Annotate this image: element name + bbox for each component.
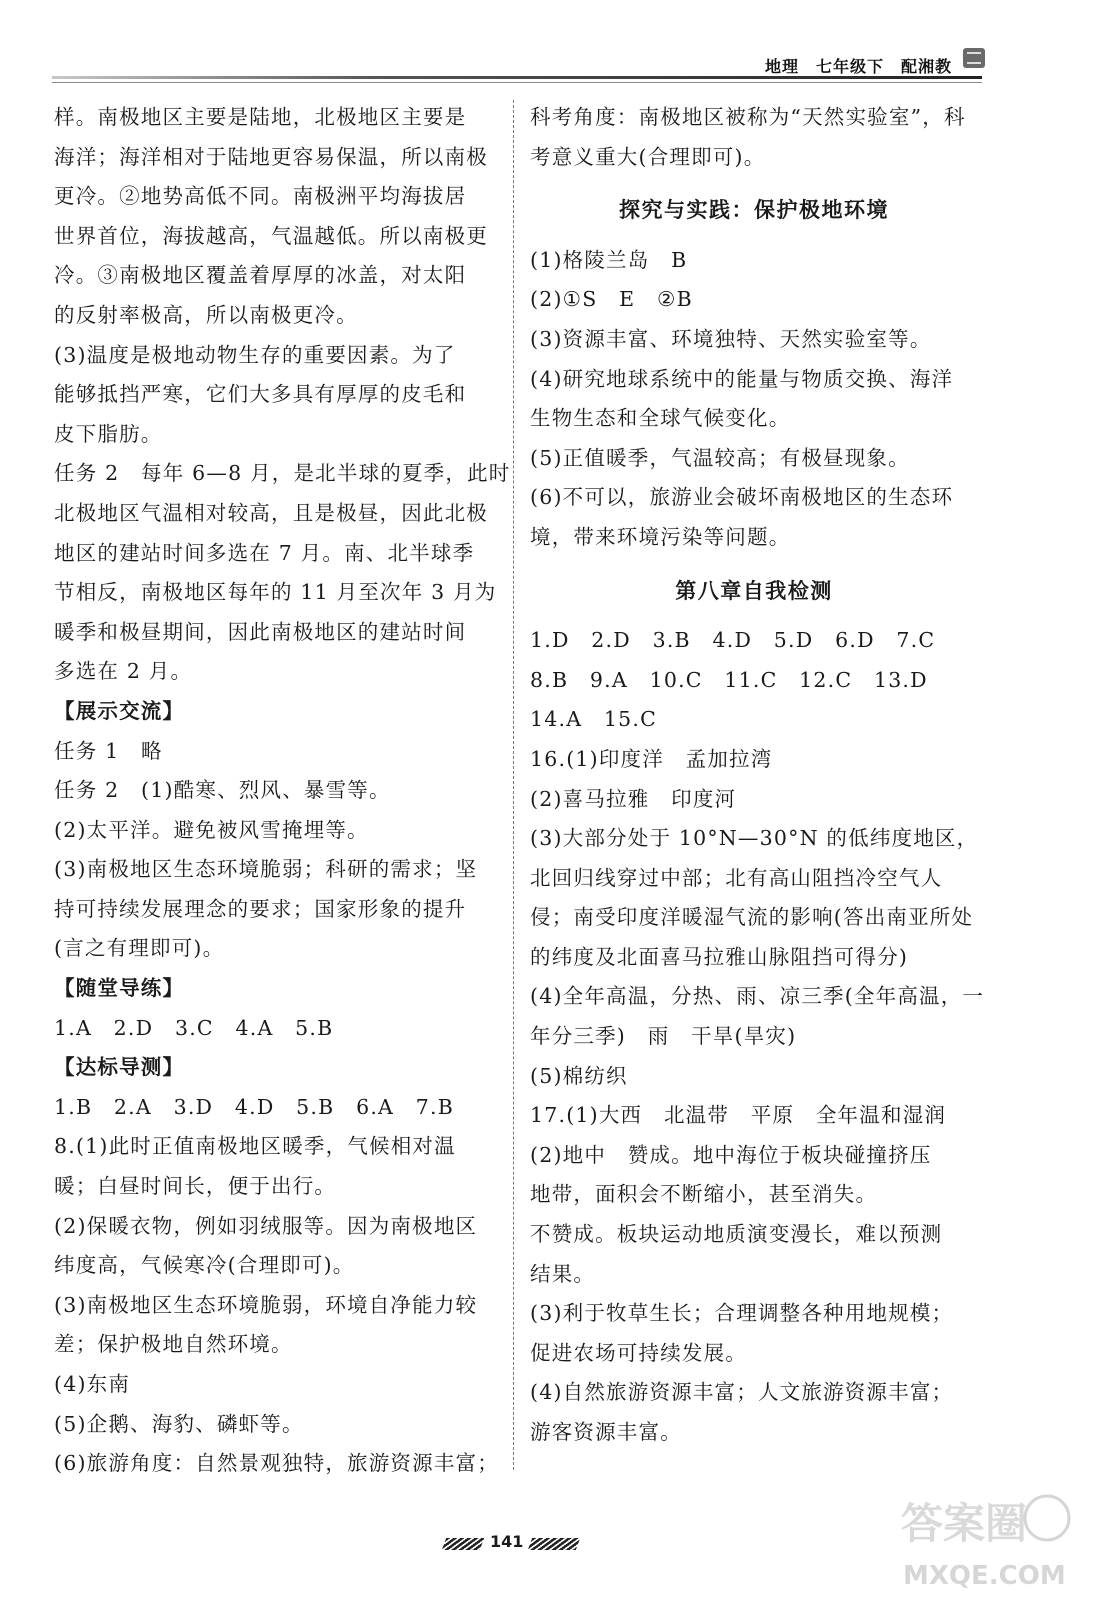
- rightB-line: (2)①S E ②B: [530, 287, 693, 312]
- leftCol-line: 节相反，南极地区每年的 11 月至次年 3 月为: [54, 580, 497, 605]
- section-title-polar: 探究与实践：保护极地环境: [619, 198, 889, 223]
- right-column: [530, 98, 985, 1453]
- rightA-line: 科考角度：南极地区被称为“天然实验室”，科: [530, 105, 966, 129]
- leftCol-line: 能够抵挡严寒，它们大多具有厚厚的皮毛和: [54, 382, 467, 407]
- watermark-logo: [895, 1488, 1075, 1594]
- watermark-text-bottom: MXQE.COM: [903, 1561, 1066, 1591]
- leftCol-line: (2)太平洋。避免被风雪掩埋等。: [54, 817, 369, 842]
- leftCol-line: 【展示交流】: [54, 698, 185, 723]
- leftCol-line: 更冷。②地势高低不同。南极洲平均海拔居: [54, 184, 467, 209]
- leftCol-line: 样。南极地区主要是陆地，北极地区主要是: [54, 105, 467, 129]
- page-number: 141: [490, 1532, 524, 1551]
- rightC-line: 游客资源丰富。: [530, 1420, 682, 1444]
- rightC-line: 北回归线穿过中部；北有高山阻挡冷空气人: [530, 865, 943, 890]
- rightC-line: (3)利于牧草生长；合理调整各种用地规模；: [530, 1301, 954, 1326]
- rightB-line: 生物生态和全球气候变化。: [530, 406, 791, 431]
- rightB-line: (6)不可以，旅游业会破坏南极地区的生态环: [530, 485, 954, 510]
- rightB-line: 境，带来环境污染等问题。: [530, 524, 791, 549]
- leftCol-line: (3)温度是极地动物生存的重要因素。为了: [54, 342, 456, 367]
- leftCol-line: 1.A 2.D 3.C 4.A 5.B: [54, 1015, 334, 1040]
- leftCol-line: 任务 2 每年 6—8 月，是北半球的夏季，此时: [54, 461, 511, 486]
- right-block-c: [530, 621, 985, 1452]
- rightB-line: (1)格陵兰岛 B: [530, 247, 688, 272]
- column-divider: [513, 100, 514, 1470]
- rightB-line: (5)正值暖季，气温较高；有极昼现象。: [530, 445, 910, 470]
- leftCol-line: 北极地区气温相对较高，且是极昼，因此北极: [54, 500, 488, 525]
- leftCol-line: (5)企鹅、海豹、磷虾等。: [54, 1411, 304, 1436]
- rightC-line: 不赞成。板块运动地质演变漫长，难以预测: [530, 1222, 943, 1247]
- rightC-line: (5)棉纺织: [530, 1063, 628, 1088]
- leftCol-line: (2)保暖衣物，例如羽绒服等。因为南极地区: [54, 1213, 478, 1238]
- leftCol-line: 8.(1)此时正值南极地区暖季，气候相对温: [54, 1134, 456, 1159]
- footer-deco-left: [442, 1538, 484, 1550]
- rightB-line: (3)资源丰富、环境独特、天然实验室等。: [530, 326, 932, 351]
- rightC-line: 16.(1)印度洋 孟加拉湾: [530, 746, 773, 771]
- rightC-line: (3)大部分处于 10°N—30°N 的低纬度地区，: [530, 826, 979, 851]
- rightC-line: 地带，面积会不断缩小，甚至消失。: [530, 1182, 878, 1207]
- leftCol-line: 任务 1 略: [54, 738, 163, 763]
- rightB-line: (4)研究地球系统中的能量与物质交换、海洋: [530, 366, 954, 391]
- watermark-text-top: 答案圈: [901, 1499, 1028, 1548]
- rightC-line: (4)全年高温，分热、雨、凉三季(全年高温，一: [530, 984, 985, 1009]
- leftCol-line: 皮下脂肪。: [54, 421, 163, 446]
- header-rule-thin: [52, 82, 982, 83]
- right-block-b: [530, 241, 978, 558]
- leftCol-line: (3)南极地区生态环境脆弱；科研的需求；坚: [54, 857, 478, 882]
- leftCol-line: 多选在 2 月。: [54, 659, 193, 684]
- footer-deco-right: [528, 1538, 580, 1550]
- leftCol-line: (言之有理即可)。: [54, 936, 225, 961]
- rightC-line: 结果。: [530, 1261, 596, 1286]
- section-title-chapter8: 第八章自我检测: [675, 578, 833, 603]
- leftCol-line: 任务 2 (1)酷寒、烈风、暴雪等。: [54, 778, 391, 803]
- book-icon: [963, 48, 985, 68]
- leftCol-line: 纬度高，气候寒冷(合理即可)。: [54, 1253, 355, 1278]
- rightC-line: 14.A 15.C: [530, 707, 657, 732]
- leftCol-line: 1.B 2.A 3.D 4.D 5.B 6.A 7.B: [54, 1094, 454, 1119]
- leftCol-line: 海洋；海洋相对于陆地更容易保温，所以南极: [54, 144, 488, 169]
- leftCol-line: 【随堂导练】: [54, 976, 185, 1001]
- rightC-line: 侵；南受印度洋暖湿气流的影响(答出南亚所处: [530, 905, 974, 930]
- leftCol-line: 地区的建站时间多选在 7 月。南、北半球季: [54, 540, 475, 565]
- leftCol-line: (6)旅游角度：自然景观独特，旅游资源丰富；: [54, 1451, 499, 1476]
- rightC-line: 17.(1)大西 北温带 平原 全年温和湿润: [530, 1103, 947, 1128]
- leftCol-line: 【达标导测】: [54, 1055, 185, 1080]
- leftCol-line: 暖季和极昼期间，因此南极地区的建站时间: [54, 619, 467, 644]
- rightC-line: 的纬度及北面喜马拉雅山脉阻挡可得分): [530, 944, 909, 969]
- leftCol-line: 世界首位，海拔越高，气温越低。所以南极更: [54, 223, 488, 248]
- rightC-line: 8.B 9.A 10.C 11.C 12.C 13.D: [530, 667, 928, 692]
- rightC-line: 促进农场可持续发展。: [530, 1340, 747, 1365]
- rightC-line: (2)喜马拉雅 印度河: [530, 786, 737, 811]
- left-column: [54, 98, 511, 1484]
- rightC-line: (4)自然旅游资源丰富；人文旅游资源丰富；: [530, 1380, 954, 1405]
- rightC-line: (2)地中 赞成。地中海位于板块碰撞挤压: [530, 1142, 932, 1167]
- leftCol-line: 暖；白昼时间长，便于出行。: [54, 1174, 337, 1199]
- leftCol-line: 的反射率极高，所以南极更冷。: [54, 302, 358, 327]
- rightC-line: 年分三季) 雨 干旱(旱灾): [530, 1024, 797, 1049]
- rightC-line: 1.D 2.D 3.B 4.D 5.D 6.D 7.C: [530, 628, 936, 653]
- rightA-line: 考意义重大(合理即可)。: [530, 144, 766, 169]
- leftCol-line: 冷。③南极地区覆盖着厚厚的冰盖，对太阳: [54, 263, 467, 288]
- right-block-a: [530, 98, 978, 177]
- leftCol-line: 持可持续发展理念的要求；国家形象的提升: [54, 896, 467, 921]
- leftCol-line: (3)南极地区生态环境脆弱，环境自净能力较: [54, 1292, 478, 1317]
- leftCol-line: (4)东南: [54, 1372, 131, 1396]
- header-subject-grade: 地理 七年级下 配湘教: [764, 57, 952, 76]
- leftCol-line: 差；保护极地自然环境。: [54, 1332, 293, 1357]
- page-header: [52, 48, 1047, 88]
